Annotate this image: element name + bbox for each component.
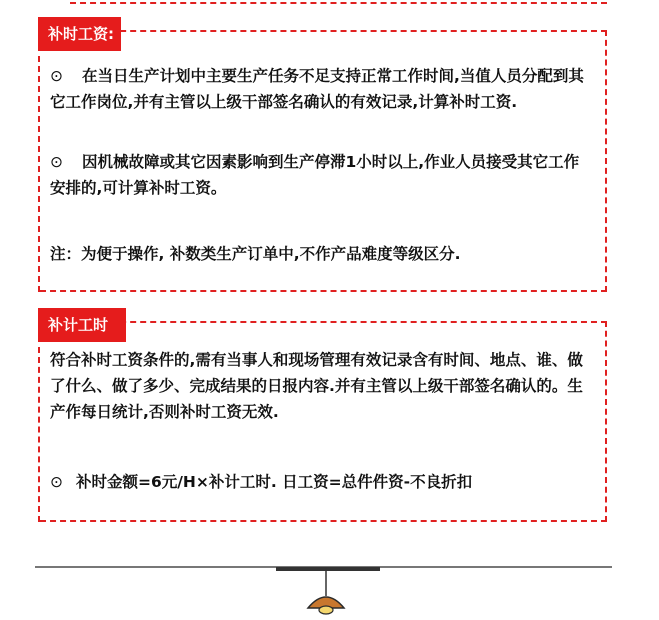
- section-left-border: [38, 347, 42, 522]
- formula-text: 补时金额=6元/H×补计工时. 日工资=总件件资-不良折扣: [76, 473, 473, 491]
- list-item-text: 因机械故障或其它因素影响到生产停滞1小时以上,作业人员接受其它工作安排的,可计算补时工资。: [50, 153, 580, 197]
- note-text: 注：为便于操作, 补数类生产订单中,不作产品难度等级区分.: [50, 245, 461, 263]
- circle-dot-bullet-icon: ⊙: [50, 67, 63, 85]
- top-dashed-border: [70, 0, 607, 4]
- section-title-makeup-pay: 补时工资:: [38, 17, 121, 51]
- section-makeup-hours: [40, 316, 607, 522]
- circle-dot-bullet-icon: ⊙: [50, 153, 63, 171]
- circle-dot-bullet-icon: ⊙: [50, 473, 63, 491]
- body-text: 符合补时工资条件的,需有当事人和现场管理有效记录含有时间、地点、谁、做了什么、做了多少、完成结果的日报内容.并有主管以上级干部签名确认的。生产作每日统计,否则补时工资无效.: [50, 351, 583, 421]
- list-item: [50, 149, 589, 201]
- formula-line: [50, 469, 589, 495]
- section-makeup-pay: [40, 25, 607, 292]
- hanging-lamp-icon: [298, 568, 354, 620]
- list-item-text: 在当日生产计划中主要生产任务不足支持正常工作时间,当值人员分配到其它工作岗位,并有主管以上级干部签名确认的有效记录,计算补时工资.: [50, 67, 584, 111]
- section-left-border: [38, 56, 42, 292]
- section-title-makeup-hours: 补计工时: [38, 308, 126, 342]
- list-item: [50, 63, 589, 115]
